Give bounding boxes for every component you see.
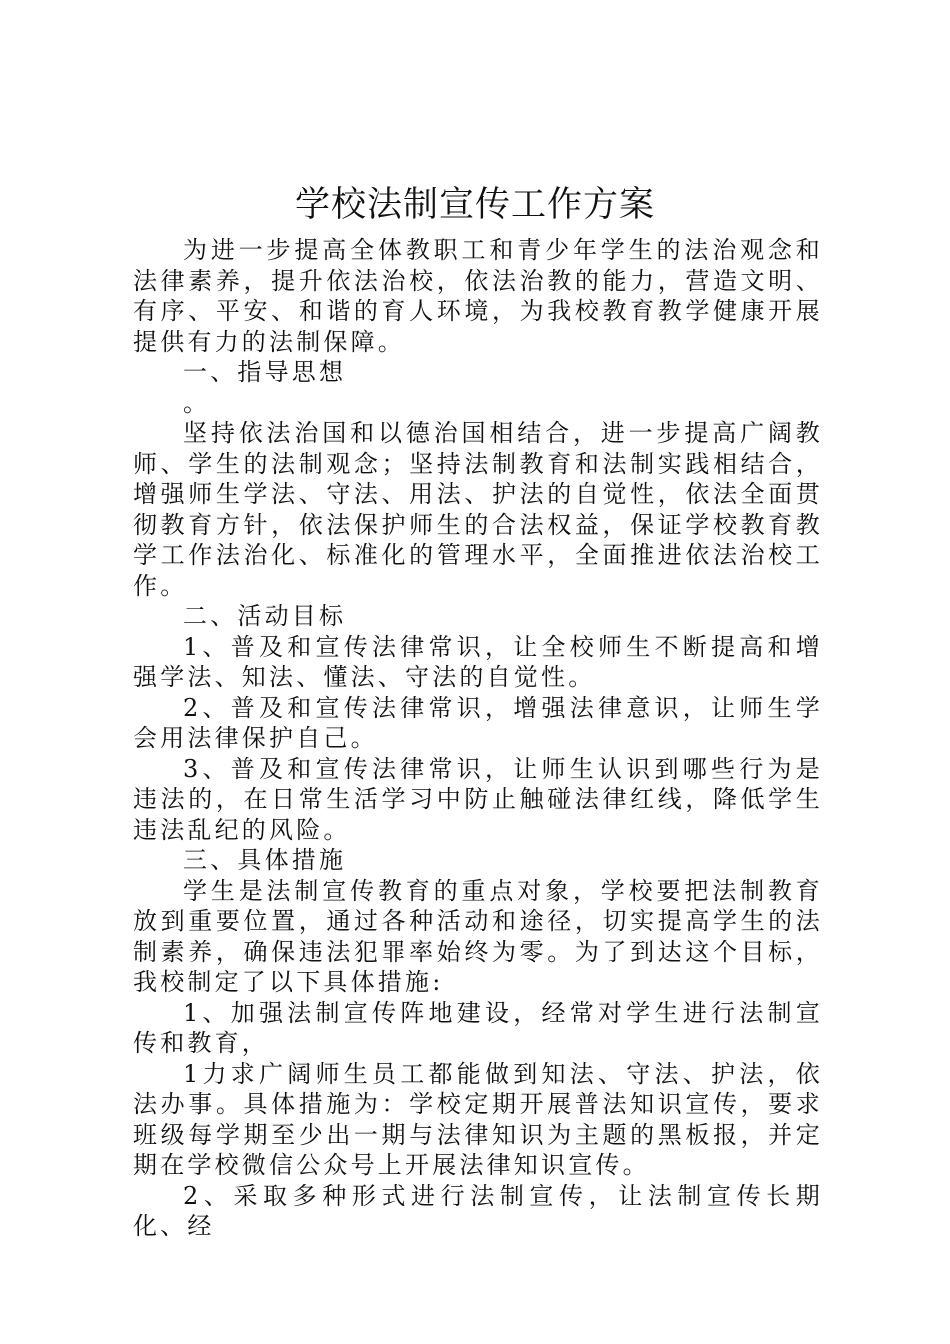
measure-item-1: 1、加强法制宣传阵地建设，经常对学生进行法制宣传和教育， [133,998,823,1057]
goal-item-1: 1、普及和宣传法律常识，让全校师生不断提高和增强学法、知法、懂法、守法的自觉性。 [133,632,823,691]
section-heading-specific-measures: 三、具体措施 [183,846,347,874]
stray-punctuation-line: 。 [183,388,211,417]
measure-item-2: 2、采取多种形式进行法制宣传，让法制宣传长期化、经 [133,1181,823,1240]
goal-item-3: 3、普及和宣传法律常识，让师生认识到哪些行为是违法的，在日常生活学习中防止触碰法律红线，降低学生违法乱纪的风险。 [133,754,823,844]
intro-paragraph: 为进一步提高全体教职工和青少年学生的法治观念和法律素养，提升依法治校，依法治教的能力，营造文明、有序、平安、和谐的育人环境，为我校教育教学健康开展提供有力的法制保障。 [133,236,823,356]
measures-intro-paragraph: 学生是法制宣传教育的重点对象，学校要把法制教育放到重要位置，通过各种活动和途径，切实提高学生的法制素养，确保违法犯罪率始终为零。为了到达这个目标，我校制定了以下具体措施: [133,876,823,996]
goal-item-2: 2、普及和宣传法律常识，增强法律意识，让师生学会用法律保护自己。 [133,693,823,752]
document-body [133,235,823,1242]
section-heading-activity-goals: 二、活动目标 [183,602,347,630]
section-heading-guiding-ideology: 一、指导思想 [183,358,347,386]
measure-item-1-detail: 1力求广阔师生员工都能做到知法、守法、护法，依法办事。具体措施为：学校定期开展普法知识宣传，要求班级每学期至少出一期与法律知识为主题的黑板报，并定期在学校微信公众号上开展法律知识宣传。 [133,1059,823,1179]
guiding-ideology-paragraph: 坚持依法治国和以德治国相结合，进一步提高广阔教师、学生的法制观念；坚持法制教育和法制实践相结合，增强师生学法、守法、用法、护法的自觉性，依法全面贯彻教育方针，依法保护师生的合法权益，保证学校教育教学工作法治化、标准化的管理水平，全面推进依法治校工作。 [133,419,823,600]
document-title: 学校法制宣传工作方案 [294,185,655,225]
